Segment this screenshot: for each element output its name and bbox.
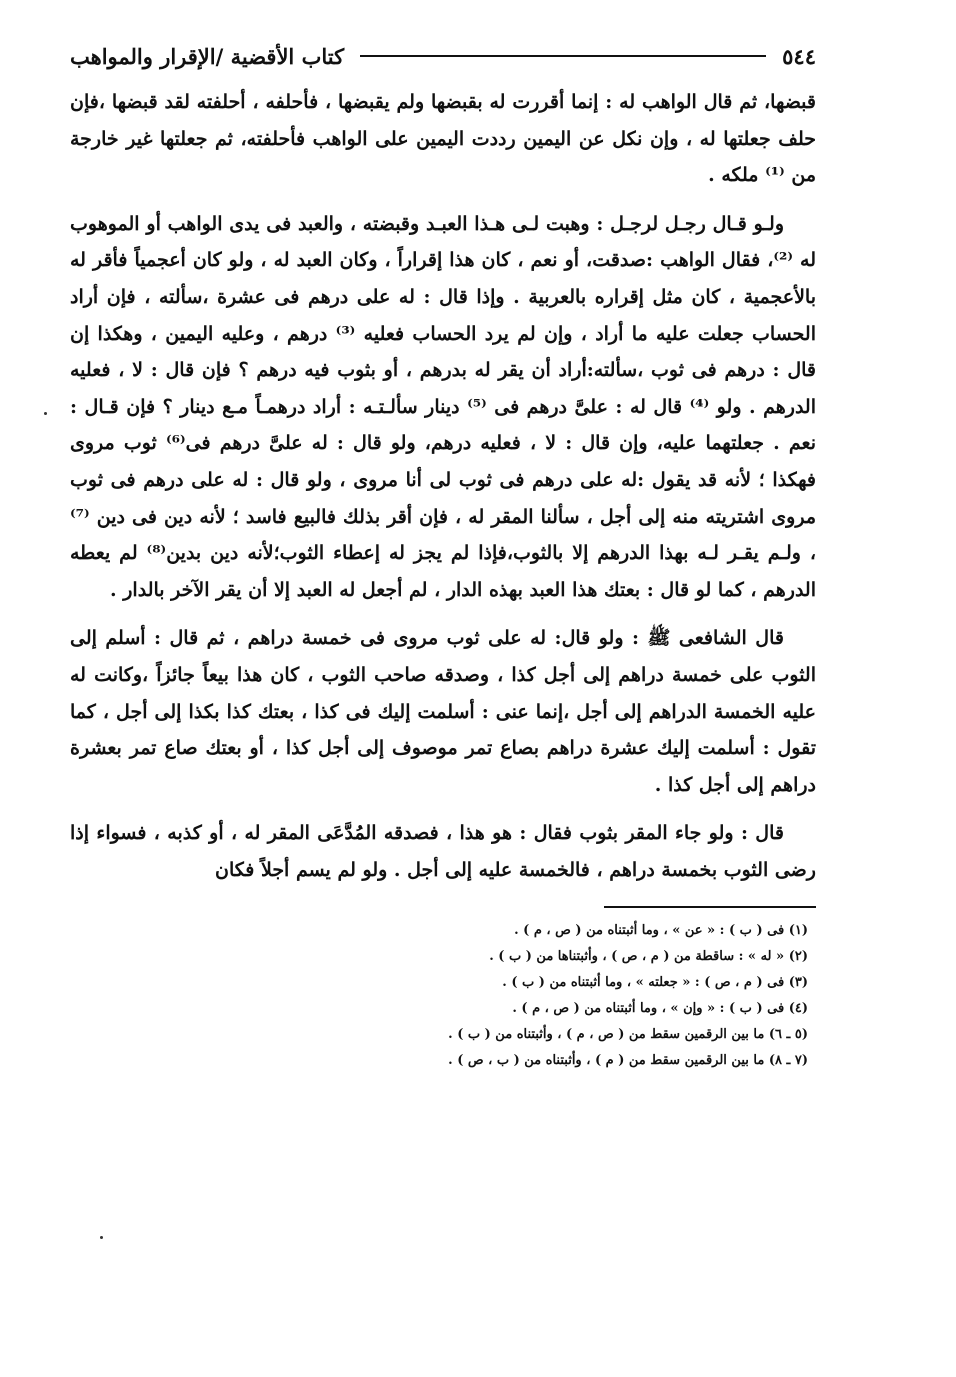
paragraph bbox=[70, 206, 816, 609]
speaker-label: قال : bbox=[740, 822, 784, 845]
footnotes bbox=[70, 918, 816, 1074]
footnote: (١) فى ( ب ) : « عن » ، وما أثبتناه من ( ص ، م ) . bbox=[514, 923, 808, 939]
footnote: (٧ ـ ٨) ما بين الرقمين سقط من ( م ) ، وأثبتناه من ( ب ، ص ) . bbox=[448, 1053, 808, 1069]
footnote: (٣) فى ( م ، ص ) : « جعلته » ، وما أثبتناه من ( ب ) . bbox=[502, 975, 808, 991]
paragraph bbox=[70, 815, 816, 888]
paragraph-text: ولـو قـال رجـل لرجـل : وهبت لـى هـذا العبـد وقبضته ، والعبد فى يدى الواهب أو الموهوب له ⁽²⁾، فقال الواهب :صدقت، أو نعم ، كان هذا إقراراً ، وكان العبد له ، ولو كان أعجمياً فأقر له بالأعجمية ، كان مثل إقراره بالعربية . وإذا قال : له على درهم فى عشرة ،سألته ، فإن أراد الحساب جعلت عليه ما أراد ، وإن لم يرد الحساب فعليه ⁽³⁾ درهم ، وعليه اليمين ، وهكذا إن قال : درهم فى ثوب ،سألته:أراد أن يقر له بدرهم ، أو بثوب فيه درهم ؟ فإن قال : لا ، فعليه الدرهم . ولو ⁽⁴⁾ قال له : علىَّ درهم فى ⁽⁵⁾ دينار سألـتـه : أراد درهمـاً مـع دينار ؟ فإن قـال : نعم . جعلتهما عليه، وإن قال : لا ، فعليه درهم، ولو قال : له علىَّ درهم فى⁽⁶⁾ ثوب مروى فهكذا ؛ لأنه قد يقول :له على درهم فى ثوب لى أنا مروى ، ولو قال : له على درهم فى ثوب مروى اشتريته منه إلى أجل ، سألنا المقر له ، فإن أقر بذلك فالبيع فاسد ؛ لأنه دين فى دين ⁽⁷⁾ ، ولـم يقـر لـه بهذا الدرهم إلا بالثوب،فإذا لم يجز له إعطاء الثوب؛لأنه دين بدين⁽⁸⁾ لم يعطه الدرهم ، كما لو قال : بعتك هذا العبد بهذه الدار ، لم أجعل له العبد إلا أن يقر الآخر بالدار . bbox=[70, 212, 816, 601]
header-rule bbox=[360, 55, 766, 57]
document-page bbox=[70, 38, 816, 1074]
footnote: (٥ ـ ٦) ما بين الرقمين سقط من ( ص ، م ) ، وأثبتناه من ( ب ) . bbox=[448, 1027, 808, 1043]
paragraph-text: قبضها، ثم قال الواهب له : إنما أقررت له بقبضها ولم يقبضها ، فأحلفه ، أحلفته لقد قبضها ،فإن حلف جعلتها له ، وإن نكل عن اليمين رددت اليمين على الواهب فأحلفته، ثم جعلتها غير خارجة من ⁽¹⁾ ملكه . bbox=[70, 91, 816, 187]
page-number: ٥٤٤ bbox=[782, 43, 816, 69]
paragraph bbox=[70, 620, 816, 803]
paragraph bbox=[70, 84, 816, 194]
footnote: (٢) « له » : ساقطة من ( م ، ص ) ، وأثبتناها من ( ب ) . bbox=[489, 949, 808, 965]
footnote-separator bbox=[604, 906, 816, 908]
paragraph-text: ولو قال: له على ثوب مروى فى خمسة دراهم ، ثم قال : أسلم إلى الثوب على خمسة دراهم إلى أجل كذا ، وصدقه صاحب الثوب ، كان هذا بيعاً جائزاً ،وكانت له عليه الخمسة الدراهم إلى أجل ،إنما عنى : أسلمت إليك فى كذا ، بعتك كذا بكذا إلى أجل ، كما تقول : أسلمت إليك عشرة دراهم بصاع تمر موصوف إلى أجل كذا ، أو بعتك صاع تمر بعشرة دراهم إلى أجل كذا . bbox=[70, 627, 816, 796]
scan-speck bbox=[44, 412, 47, 415]
paragraph-text: ولو جاء المقر بثوب فقال : هو هذا ، فصدقه المُدَّعَى المقر له ، أو كذبه ، فسواء إذا رضى الثوب بخمسة دراهم ، فالخمسة عليه إلى أجل . ولو لم يسم أجلاً فكان bbox=[70, 822, 816, 881]
running-header bbox=[70, 38, 816, 74]
book-title: كتاب الأقضية /الإقرار والمواهب bbox=[70, 43, 345, 69]
footnote: (٤) فى ( ب ) : « وإن » ، وما أثبتناه من ( ص ، م ) . bbox=[512, 1001, 808, 1017]
main-text bbox=[70, 84, 816, 888]
scan-speck bbox=[100, 1236, 103, 1239]
speaker-label: قال الشافعى ﷺ : bbox=[632, 627, 784, 650]
